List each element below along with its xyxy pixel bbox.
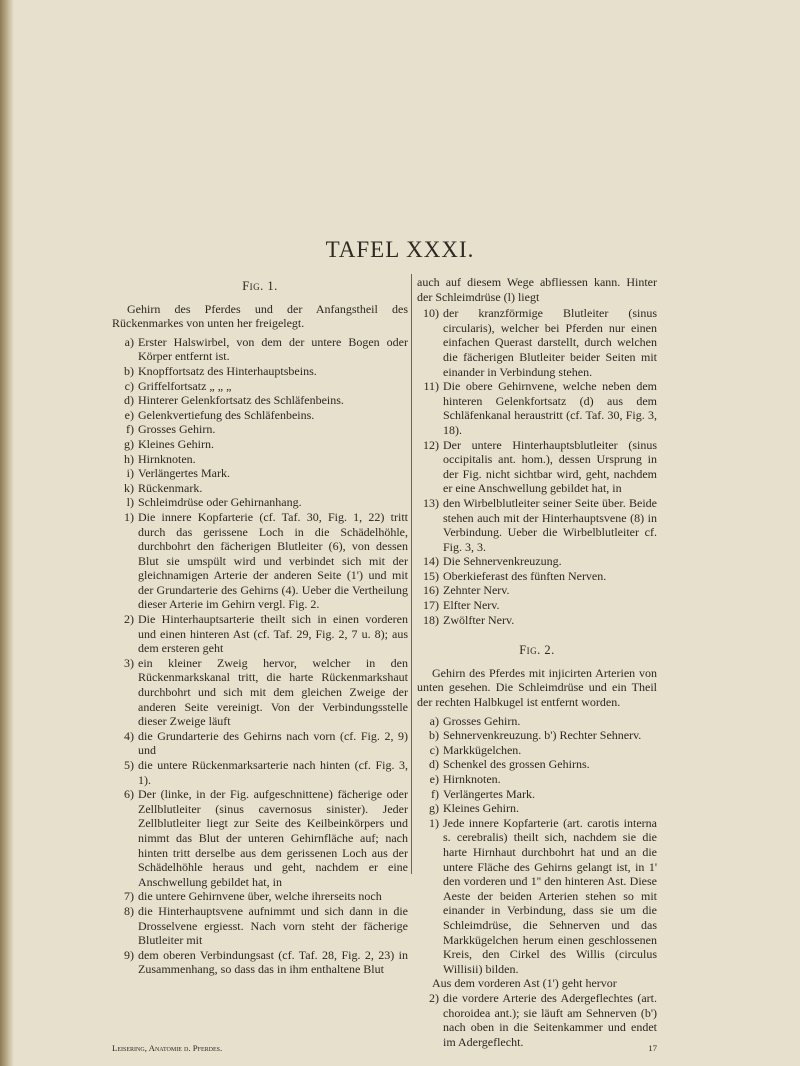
legend-text: Hinterer Gelenkfortsatz des Schläfenbeins.	[138, 393, 344, 408]
legend-item	[112, 335, 408, 364]
legend-item	[112, 904, 408, 948]
legend-label: c)	[429, 742, 439, 757]
legend-label: 1)	[429, 815, 439, 830]
legend-text: Die Sehnervenkreuzung.	[443, 554, 562, 569]
page-footer	[112, 1043, 657, 1053]
legend-text: Sehnervenkreuzung. b') Rechter Sehnerv.	[443, 728, 642, 743]
spacer	[417, 627, 657, 639]
legend-item	[417, 583, 657, 598]
legend-item	[112, 422, 408, 437]
legend-text: die untere Gehirnvene über, welche ihrerseits noch	[138, 889, 382, 904]
legend-label: h)	[124, 451, 134, 466]
legend-item	[112, 481, 408, 496]
legend-text: Hirnknoten.	[138, 451, 196, 466]
legend-text: Zehnter Nerv.	[443, 583, 510, 598]
legend-label: 2)	[124, 612, 134, 627]
legend-text: ein kleiner Zweig hervor, welcher in den Rückenmarkskanal tritt, die harte Rückenmarkshaut durchbohrt und sich mit dem gleichen Zweige der anderen Seite vereinigt. Von der Verbindungsstelle dieser Zweige läuft	[138, 655, 408, 729]
legend-label: 5)	[124, 758, 134, 772]
legend-item	[112, 889, 408, 904]
legend-label: 3)	[124, 655, 134, 670]
legend-label: 8)	[124, 903, 134, 918]
legend-label: 16)	[423, 583, 439, 598]
legend-text: Elfter Nerv.	[443, 598, 500, 613]
legend-text: Erster Halswirbel, von dem der untere Bogen oder Körper entfernt ist.	[138, 334, 408, 364]
legend-text: den Wirbelblutleiter seiner Seite über. Beide stehen auch mit der Hinterhauptsvene (8) in Verbindung. Ueber die Wirbelblutleiter cf. Fig. 3, 3.	[443, 495, 657, 554]
page-title: TAFEL XXXI.	[325, 237, 475, 262]
legend-label: 2)	[429, 990, 439, 1005]
legend-item	[417, 801, 657, 816]
legend-text: Der untere Hinterhauptsblutleiter (sinus occipitalis ant. hom.), dessen Ursprung in der Fig. nicht sichtbar wird, geht, nachdem er eine Anschwellung gebildet hat, in	[443, 437, 657, 496]
legend-item	[417, 757, 657, 772]
legend-item	[417, 554, 657, 569]
legend-label: g)	[124, 436, 134, 451]
legend-label: i)	[126, 466, 134, 481]
legend-label: e)	[124, 407, 134, 422]
legend-text: Schleimdrüse oder Gehirnanhang.	[138, 495, 302, 510]
column-divider	[411, 274, 412, 874]
legend-list	[417, 306, 657, 627]
legend-text: Grosses Gehirn.	[138, 422, 216, 437]
legend-item	[417, 787, 657, 802]
legend-label: 1)	[124, 509, 134, 524]
legend-list	[417, 991, 657, 1049]
legend-text: Schenkel des grossen Gehirns.	[443, 757, 590, 772]
legend-item	[112, 364, 408, 379]
legend-text: Rückenmark.	[138, 480, 203, 495]
legend-label: b)	[124, 363, 134, 378]
legend-text: Markkügelchen.	[443, 742, 522, 757]
legend-text: Grosses Gehirn.	[443, 713, 521, 728]
legend-label: c)	[124, 378, 134, 393]
legend-label: 17)	[423, 598, 439, 613]
legend-label: 10)	[423, 306, 439, 321]
legend-label: 9)	[124, 947, 134, 962]
legend-label: 18)	[423, 612, 439, 627]
legend-item	[417, 816, 657, 977]
book-spine-edge	[0, 0, 14, 1066]
legend-item	[417, 743, 657, 758]
legend-item	[112, 948, 408, 977]
left-column	[112, 275, 408, 977]
legend-text: Hirnknoten.	[443, 772, 501, 786]
continuation-text: auch auf diesem Wege abfliessen kann. Hinter der Schleimdrüse (l) liegt	[417, 275, 657, 304]
legend-item	[112, 379, 408, 394]
legend-item	[112, 729, 408, 758]
legend-label: 4)	[124, 728, 134, 743]
legend-label: 15)	[423, 568, 439, 583]
figure-heading: Fig. 1.	[242, 279, 278, 293]
legend-item	[417, 379, 657, 437]
legend-text: Oberkieferast des fünften Nerven.	[443, 568, 607, 583]
legend-item	[417, 438, 657, 496]
legend-text: Zwölfter Nerv.	[443, 612, 515, 627]
legend-item	[112, 510, 408, 612]
legend-item	[417, 306, 657, 379]
page-number: 17	[648, 1043, 657, 1053]
legend-text: Knopffortsatz des Hinterhauptsbeins.	[138, 363, 317, 378]
legend-label: 7)	[124, 889, 134, 904]
legend-text: Jede innere Kopfarterie (art. carotis interna s. cerebralis) theilt sich, nachdem sie die harte Hirnhaut durchbohrt hat und an die untere Fläche des Gehirns gelangt ist, in 1' den vorderen und 1'' den hinteren Ast. Diese Aeste der beiden Arterien stehen so mit einander in Verbindung, dass sie um die Schleimdrüse, die Sehnerven und das Markkügelchen herum einen geschlossenen Kreis, den Cirkel des Willis (circulus Willisii) bilden.	[443, 815, 657, 976]
legend-label: 6)	[124, 787, 134, 802]
legend-item	[417, 598, 657, 613]
legend-item	[112, 787, 408, 889]
legend-label: f)	[126, 422, 134, 437]
legend-text: Die obere Gehirnvene, welche neben dem hinteren Gelenkfortsatz (d) aus dem Schläfenkanal heraustritt (cf. Taf. 30, Fig. 3, 18).	[443, 379, 657, 437]
legend-label: 11)	[423, 379, 439, 394]
legend-item	[112, 612, 408, 656]
legend-item	[112, 466, 408, 481]
legend-label: d)	[124, 393, 134, 408]
legend-label: b)	[429, 728, 439, 743]
footer-source: Leisering, Anatomie d. Pferdes.	[112, 1043, 223, 1053]
legend-label: 14)	[423, 554, 439, 569]
legend-text: die Hinterhauptsvene aufnimmt und sich dann in die Drosselvene ergiesst. Nach vorn steht der fächerige Blutleiter mit	[138, 903, 408, 948]
legend-item	[112, 758, 408, 787]
legend-label: a)	[429, 713, 439, 728]
legend-item	[417, 714, 657, 729]
legend-label: d)	[429, 757, 439, 772]
legend-text: Die Hinterhauptsarterie theilt sich in einen vorderen und einen hinteren Ast (cf. Taf. 29, Fig. 2, 7 u. 8); aus dem ersteren geht	[138, 612, 408, 656]
legend-item	[112, 437, 408, 452]
legend-item	[112, 495, 408, 510]
legend-text: Griffelfortsatz „ „ „	[138, 378, 232, 393]
legend-text: die Grundarterie des Gehirns nach vorn (cf. Fig. 2, 9) und	[138, 728, 408, 758]
legend-label: l)	[126, 495, 134, 510]
figure-intro: Gehirn des Pferdes und der Anfangstheil des Rückenmarkes von unten her freigelegt.	[112, 301, 408, 331]
legend-item	[417, 613, 657, 628]
legend-label: a)	[124, 334, 134, 349]
legend-list	[112, 335, 408, 977]
legend-item	[112, 408, 408, 423]
figure-intro: Gehirn des Pferdes mit injicirten Arterien von unten gesehen. Die Schleimdrüse und ein Theil der rechten Halbkugel ist entfernt worden.	[417, 665, 657, 710]
legend-item	[112, 656, 408, 729]
legend-list	[417, 714, 657, 977]
legend-label: e)	[429, 772, 439, 786]
legend-item	[417, 991, 657, 1049]
legend-item	[417, 728, 657, 743]
legend-label: 12)	[423, 437, 439, 452]
legend-text: Gelenkvertiefung des Schläfenbeins.	[138, 407, 315, 422]
legend-label: k)	[124, 480, 134, 495]
legend-text: die untere Rückenmarksarterie nach hinten (cf. Fig. 3, 1).	[138, 758, 408, 787]
legend-text: Kleines Gehirn.	[138, 436, 214, 451]
legend-text: dem oberen Verbindungsast (cf. Taf. 28, Fig. 2, 23) in Zusammenhang, so dass das in ihm enthaltene Blut	[138, 947, 408, 977]
legend-text: Kleines Gehirn.	[443, 801, 519, 816]
legend-item	[417, 569, 657, 584]
legend-text: Die innere Kopfarterie (cf. Taf. 30, Fig. 1, 22) tritt durch das gerissene Loch in die Schädelhöhle, durchbohrt den fächerigen Blutleiter (6), von dessen Blut sie umspült wird und verbindet sich mit der gleichnamigen Arterie der anderen Seite (1') und mit der Grundarterie des Gehirns (4). Ueber die Vertheilung dieser Arterie im Gehirn vergl. Fig. 2.	[138, 509, 408, 612]
legend-label: 13)	[423, 495, 439, 510]
legend-text: Verlängertes Mark.	[443, 786, 535, 801]
figure-heading: Fig. 2.	[519, 643, 555, 658]
legend-item	[112, 393, 408, 408]
legend-label: f)	[431, 786, 439, 801]
legend-text: Verlängertes Mark.	[138, 466, 230, 481]
legend-label: g)	[429, 801, 439, 816]
right-column	[417, 275, 657, 1049]
aus-line: Aus dem vorderen Ast (1') geht hervor	[432, 976, 617, 991]
legend-text: der kranzförmige Blutleiter (sinus circularis), welcher bei Pferden nur einen einfachen Querast darstellt, durch welchen die fächerigen Blutleiter beider Seiten mit einander in Verbindung stehen.	[443, 306, 657, 379]
legend-item	[417, 496, 657, 554]
legend-item	[112, 452, 408, 467]
legend-item	[417, 772, 657, 787]
legend-text: Der (linke, in der Fig. aufgeschnittene) fächerige oder Zellblutleiter (sinus cavernosus sinister). Jeder Zellblutleiter liegt zur Seite des Keilbeinkörpers und nimmt das Blut der unteren Gehirnfläche auf; nach hinten tritt derselbe aus dem gerissenen Loch aus der Schädelhöhle heraus und geht, nachdem er eine Anschwellung gebildet hat, in	[138, 787, 408, 889]
legend-text: die vordere Arterie des Adergeflechtes (art. choroidea ant.); sie läuft am Sehnerven (b') nach oben in die Seitenkammer und endet im Adergeflecht.	[443, 990, 657, 1049]
